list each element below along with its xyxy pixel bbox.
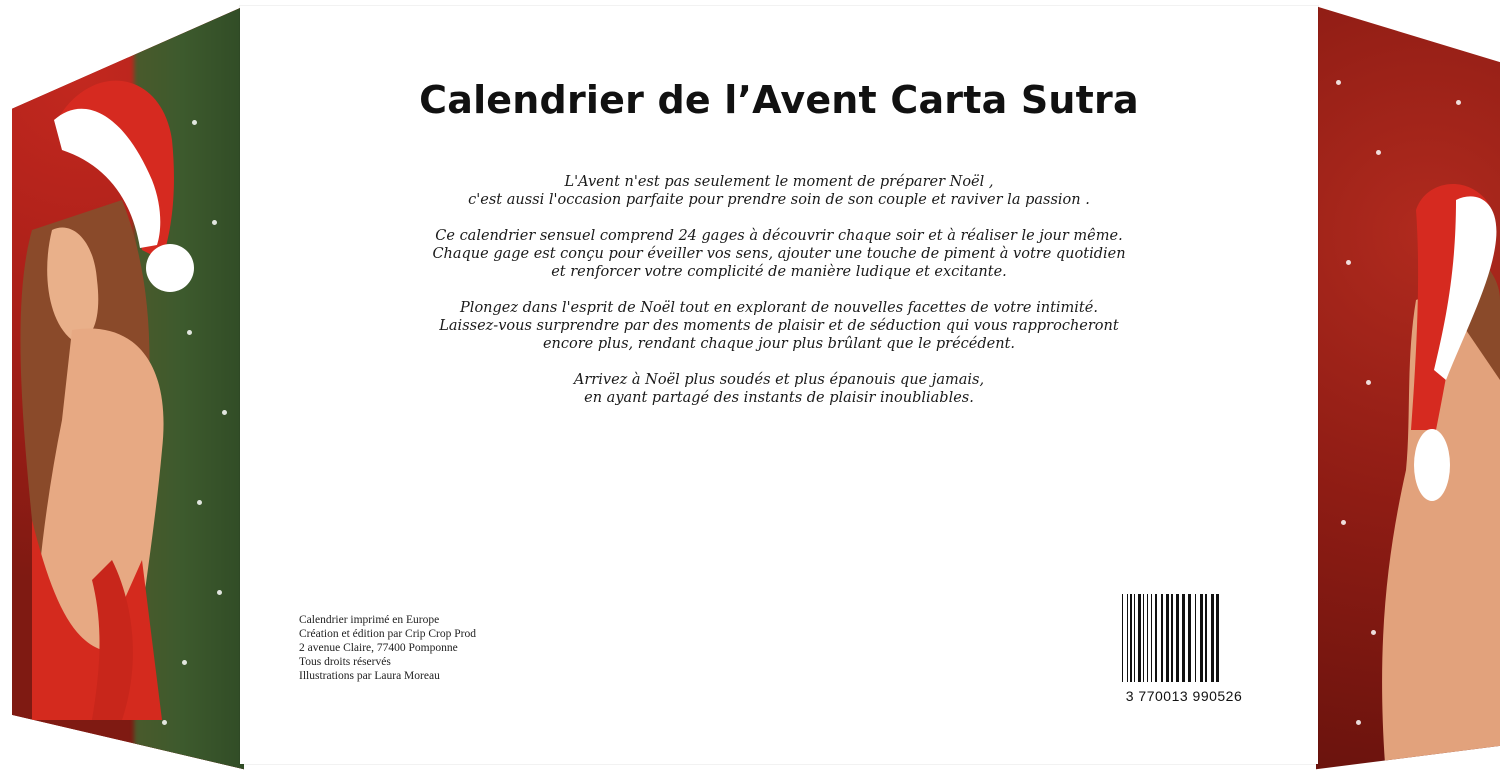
calendar-title: Calendrier de l’Avent Carta Sutra bbox=[419, 78, 1139, 122]
barcode-bar bbox=[1134, 594, 1135, 682]
hat-pompom-shape bbox=[146, 244, 194, 292]
paragraph-line: Arrivez à Noël plus soudés et plus épanouis que jamais, bbox=[573, 372, 985, 388]
barcode-bar bbox=[1155, 594, 1157, 682]
imprint-line: 2 avenue Claire, 77400 Pomponne bbox=[299, 642, 458, 654]
barcode-bar bbox=[1143, 594, 1144, 682]
paragraph-line: et renforcer votre complicité de manière ludique et excitante. bbox=[551, 264, 1007, 280]
snow-dot bbox=[1341, 520, 1346, 525]
front-panel bbox=[240, 6, 1318, 764]
snow-dot bbox=[197, 500, 202, 505]
imprint-block bbox=[299, 613, 476, 683]
paragraph-line: Chaque gage est conçu pour éveiller vos sens, ajouter une touche de piment à votre quotidien bbox=[432, 246, 1126, 262]
snow-dot bbox=[1356, 720, 1361, 725]
left-side-panel bbox=[12, 0, 244, 777]
barcode-bar bbox=[1138, 594, 1141, 682]
snow-dot bbox=[212, 220, 217, 225]
snow-dot bbox=[187, 330, 192, 335]
snow-dot bbox=[1376, 150, 1381, 155]
right-side-panel bbox=[1316, 0, 1500, 777]
paragraph-4 bbox=[240, 371, 1318, 407]
paragraph-line: Plongez dans l'esprit de Noël tout en explorant de nouvelles facettes de votre intimité. bbox=[460, 300, 1098, 316]
imprint-line: Tous droits réservés bbox=[299, 656, 391, 668]
barcode-bar bbox=[1127, 594, 1128, 682]
barcode-bars bbox=[1116, 590, 1252, 686]
barcode-bar bbox=[1166, 594, 1169, 682]
barcode-bar bbox=[1151, 594, 1152, 682]
paragraph-line: c'est aussi l'occasion parfaite pour prendre soin de son couple et raviver la passion . bbox=[468, 192, 1090, 208]
paragraph-1 bbox=[240, 173, 1318, 209]
barcode-bar bbox=[1182, 594, 1185, 682]
right-illustration bbox=[1316, 0, 1500, 777]
barcode-bar bbox=[1188, 594, 1191, 682]
paragraph-line: Ce calendrier sensuel comprend 24 gages à découvrir chaque soir et à réaliser le jour même. bbox=[435, 228, 1123, 244]
snow-dot bbox=[1456, 100, 1461, 105]
imprint-line: Illustrations par Laura Moreau bbox=[299, 670, 440, 682]
snow-dot bbox=[162, 720, 167, 725]
barcode-bar bbox=[1171, 594, 1173, 682]
hat-pompom-shape bbox=[1414, 429, 1450, 501]
snow-dot bbox=[192, 120, 197, 125]
left-illustration bbox=[12, 0, 244, 777]
barcode-bar bbox=[1216, 594, 1219, 682]
barcode-bar bbox=[1147, 594, 1148, 682]
barcode-number: 3 770013 990526 bbox=[1125, 688, 1243, 704]
snow-dot bbox=[1336, 80, 1341, 85]
paragraph-line: en ayant partagé des instants de plaisir inoubliables. bbox=[584, 390, 974, 406]
paragraph-line: encore plus, rendant chaque jour plus brûlant que le précédent. bbox=[542, 336, 1016, 352]
barcode-bar bbox=[1205, 594, 1207, 682]
barcode-bar bbox=[1130, 594, 1132, 682]
barcode-bar bbox=[1195, 594, 1196, 682]
snow-dot bbox=[1346, 260, 1351, 265]
paragraph-2 bbox=[240, 227, 1318, 281]
barcode-bar bbox=[1211, 594, 1214, 682]
paragraph-line: L'Avent n'est pas seulement le moment de préparer Noël , bbox=[564, 174, 994, 190]
barcode-bar bbox=[1161, 594, 1163, 682]
paragraph-3 bbox=[240, 299, 1318, 353]
barcode-bar bbox=[1176, 594, 1179, 682]
imprint-line: Création et édition par Crip Crop Prod bbox=[299, 628, 476, 640]
barcode-bar bbox=[1200, 594, 1203, 682]
snow-dot bbox=[217, 590, 222, 595]
snow-dot bbox=[1371, 630, 1376, 635]
snow-dot bbox=[222, 410, 227, 415]
barcode-bar bbox=[1122, 594, 1123, 682]
imprint-line: Calendrier imprimé en Europe bbox=[299, 614, 440, 626]
description-text bbox=[240, 173, 1318, 425]
barcode bbox=[1116, 590, 1252, 710]
snow-dot bbox=[182, 660, 187, 665]
snow-dot bbox=[1366, 380, 1371, 385]
paragraph-line: Laissez-vous surprendre par des moments de plaisir et de séduction qui vous rapprocheront bbox=[439, 318, 1119, 334]
